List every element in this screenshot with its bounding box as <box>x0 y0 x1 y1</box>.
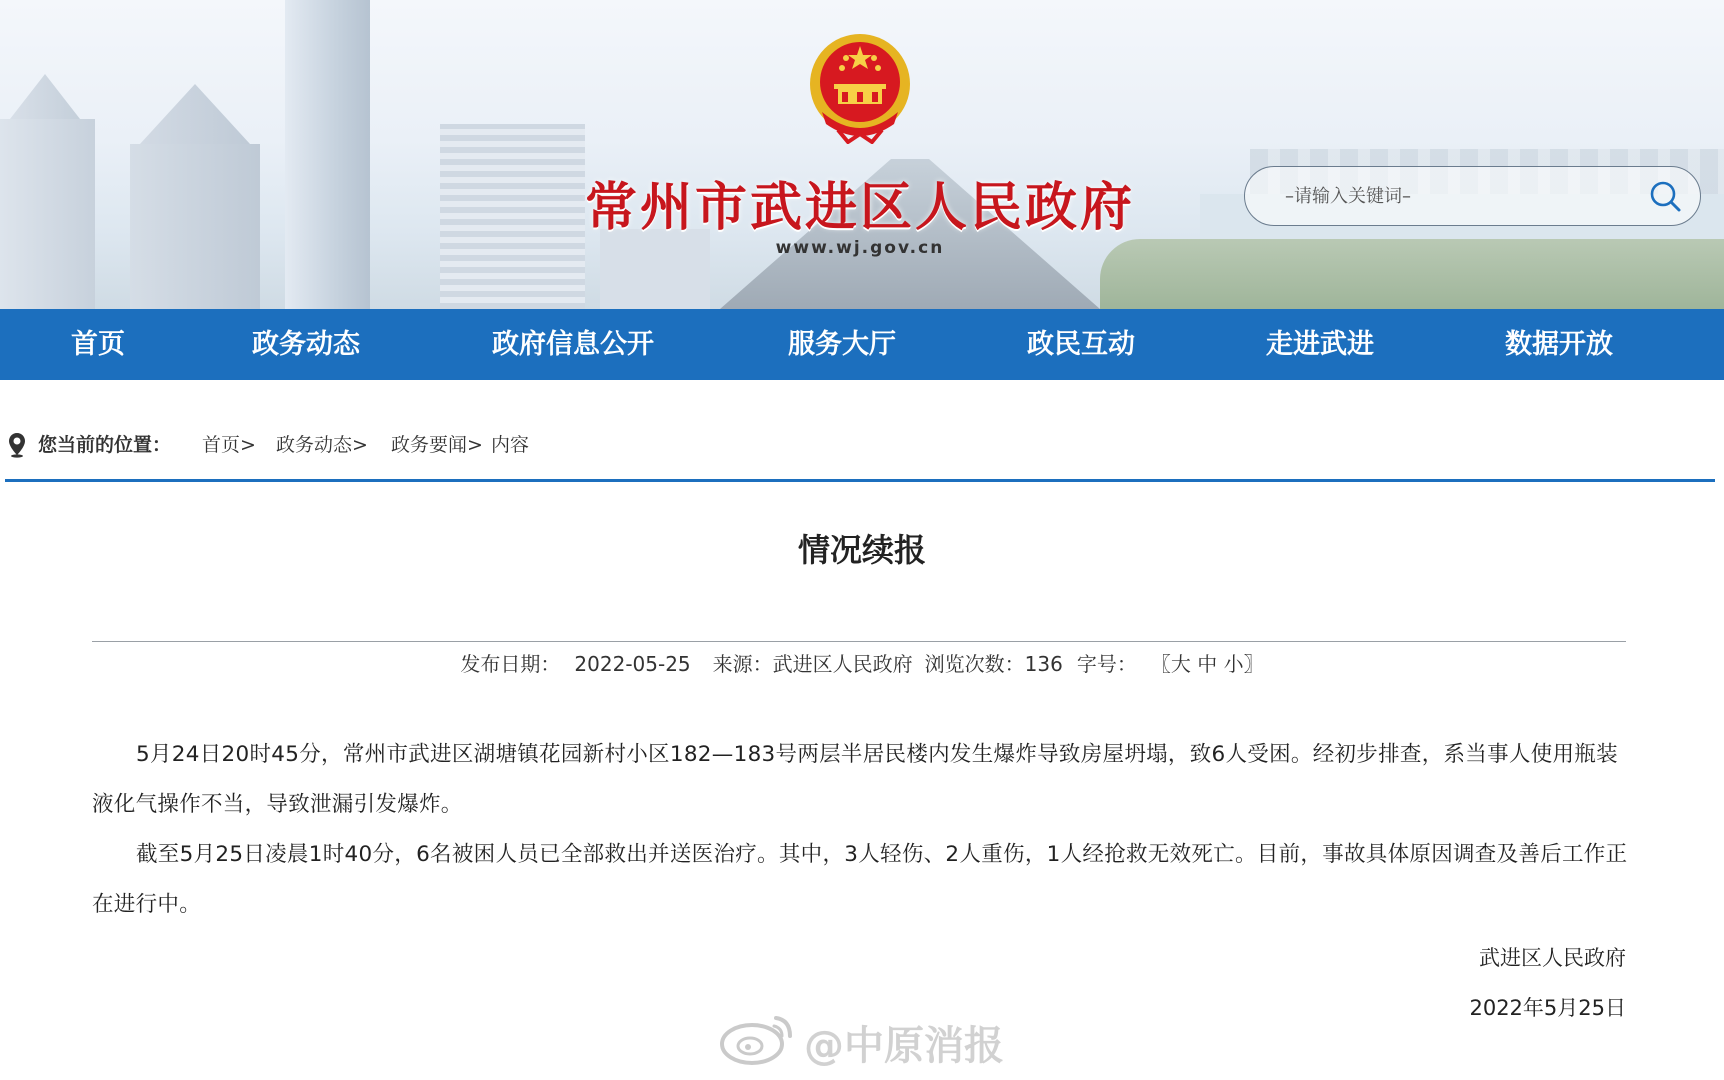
font-size-large[interactable]: 大 <box>1170 652 1191 676</box>
skyline-tower <box>285 0 370 309</box>
nav-item-info-disclosure[interactable]: 政府信息公开 <box>492 329 654 360</box>
signature-org: 武进区人民政府 <box>1479 946 1626 970</box>
views-label: 浏览次数： <box>924 652 1025 676</box>
site-title: 常州市武进区人民政府 <box>584 178 1135 238</box>
breadcrumb-government-news[interactable]: 政务动态> <box>276 434 368 456</box>
source-label: 来源： <box>712 652 773 676</box>
nav-item-service-hall[interactable]: 服务大厅 <box>788 329 896 360</box>
nav-item-about-wujin[interactable]: 走进武进 <box>1266 329 1374 360</box>
skyline-building <box>0 119 95 309</box>
search-box <box>1244 166 1701 226</box>
article-title: 情况续报 <box>797 531 926 569</box>
view-count: 136 <box>1024 652 1063 676</box>
font-size-medium[interactable]: 中 <box>1197 652 1218 676</box>
date-label: 发布日期： <box>460 652 561 676</box>
font-bracket-open: 〖 <box>1150 652 1171 676</box>
signature-date: 2022年5月25日 <box>1469 996 1626 1020</box>
nav-item-interaction[interactable]: 政民互动 <box>1027 329 1135 360</box>
weibo-logo-icon <box>718 1010 798 1066</box>
font-size-small[interactable]: 小 <box>1223 652 1244 676</box>
weibo-watermark <box>718 1010 1004 1069</box>
article-paragraph: 截至5月25日凌晨1时40分，6名被困人员已全部救出并送医治疗。其中，3人轻伤、2人重伤，1人经抢救无效死亡。目前，事故具体原因调查及善后工作正在进行中。 <box>92 842 1628 917</box>
source: 武进区人民政府 <box>772 652 913 676</box>
nav-item-home[interactable]: 首页 <box>71 329 125 360</box>
font-size-label: 字号： <box>1076 652 1137 676</box>
skyline-building <box>130 144 260 309</box>
breadcrumb-divider <box>5 479 1715 482</box>
search-icon[interactable] <box>1648 179 1682 213</box>
location-pin-icon <box>8 432 26 458</box>
header-banner <box>0 0 1724 309</box>
font-bracket-close: 〗 <box>1243 652 1264 676</box>
search-input[interactable] <box>1283 180 1617 212</box>
main-nav <box>0 309 1724 380</box>
article-meta <box>0 648 1724 677</box>
national-emblem-icon <box>808 32 912 144</box>
nav-item-open-data[interactable]: 数据开放 <box>1505 329 1613 360</box>
breadcrumb-home[interactable]: 首页> <box>202 434 256 456</box>
breadcrumb-key-news[interactable]: 政务要闻> <box>391 434 483 456</box>
breadcrumb-label: 您当前的位置： <box>38 434 172 456</box>
nav-item-government-news[interactable]: 政务动态 <box>252 329 360 360</box>
publish-date: 2022-05-25 <box>574 652 691 676</box>
breadcrumb-current: 内容 <box>491 434 530 456</box>
watermark-text: @中原消报 <box>804 1023 1004 1069</box>
article-paragraph: 5月24日20时45分，常州市武进区湖塘镇花园新村小区182—183号两层半居民楼内发生爆炸导致房屋坍塌，致6人受困。经初步排查，系当事人使用瓶装液化气操作不当，导致泄漏引发爆炸。 <box>92 742 1618 817</box>
site-url: www.wj.gov.cn <box>775 238 945 258</box>
meta-divider <box>92 641 1626 642</box>
skyline-building <box>440 124 585 309</box>
trees <box>1100 239 1724 309</box>
